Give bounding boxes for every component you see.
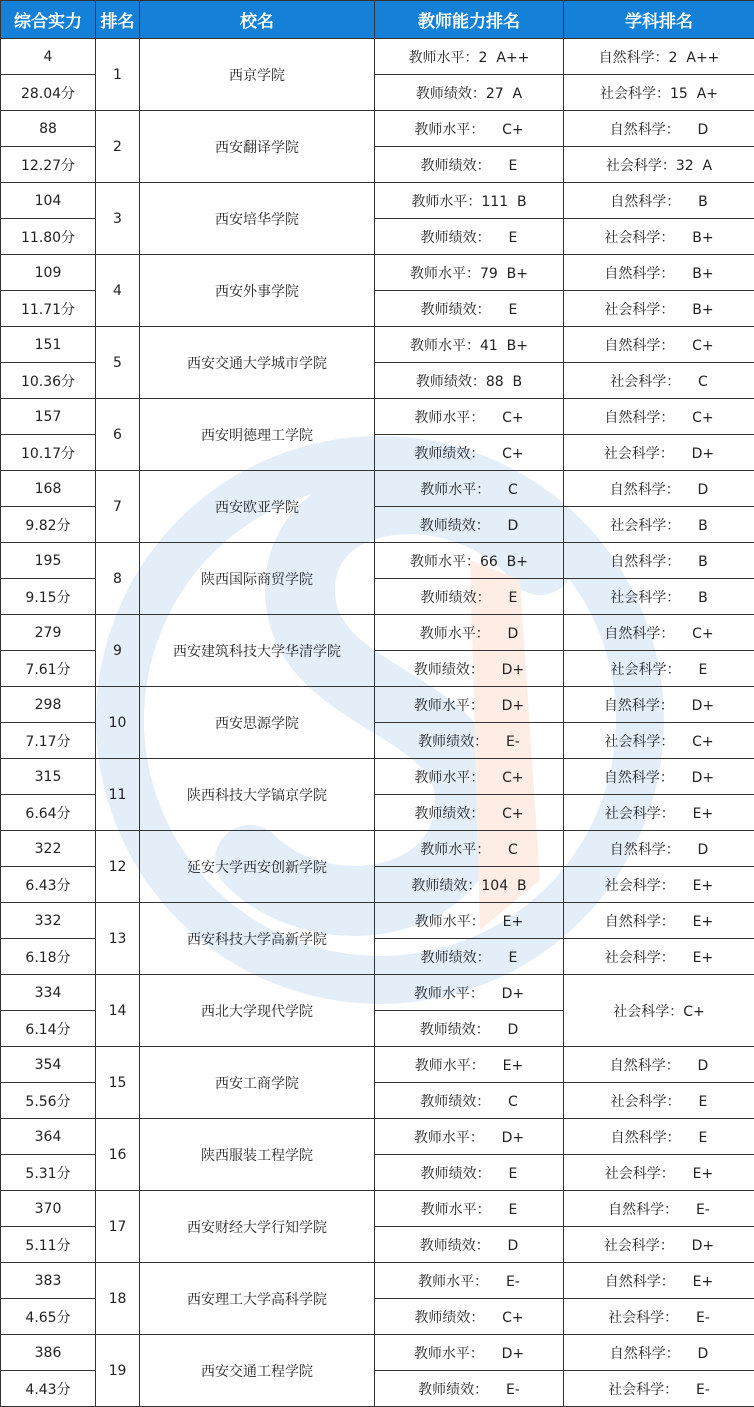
score-cell: 6.43分 — [1, 867, 96, 903]
overall-rank-cell: 168 — [1, 471, 96, 507]
rank-cell: 18 — [96, 1263, 140, 1335]
teacher-performance-cell: 教师绩效： D — [375, 1011, 564, 1047]
teacher-level-cell: 教师水平： E- — [375, 1263, 564, 1299]
score-cell: 6.18分 — [1, 939, 96, 975]
score-cell: 5.11分 — [1, 1227, 96, 1263]
rank-cell: 19 — [96, 1335, 140, 1407]
score-cell: 5.31分 — [1, 1155, 96, 1191]
overall-rank-cell: 322 — [1, 831, 96, 867]
teacher-level-cell: 教师水平： D+ — [375, 1119, 564, 1155]
overall-rank-cell: 157 — [1, 399, 96, 435]
subject-social-cell: 社会科学： C — [564, 363, 754, 399]
school-name-cell: 西北大学现代学院 — [140, 975, 375, 1047]
teacher-performance-cell: 教师绩效： E — [375, 939, 564, 975]
rank-cell: 16 — [96, 1119, 140, 1191]
subject-natural-cell: 自然科学： D+ — [564, 687, 754, 723]
table-row — [1, 1119, 754, 1155]
subject-natural-cell: 自然科学： E — [564, 1119, 754, 1155]
teacher-performance-cell: 教师绩效： E — [375, 219, 564, 255]
subject-social-cell: 社会科学： B — [564, 507, 754, 543]
teacher-level-cell: 教师水平： E+ — [375, 903, 564, 939]
subject-social-cell: 社会科学： D+ — [564, 1227, 754, 1263]
header-subject-ranking: 学科排名 — [564, 1, 754, 39]
teacher-level-cell: 教师水平： C+ — [375, 111, 564, 147]
overall-rank-cell: 370 — [1, 1191, 96, 1227]
subject-natural-cell: 自然科学：2 A++ — [564, 39, 754, 75]
school-name-cell: 西安外事学院 — [140, 255, 375, 327]
score-cell: 4.43分 — [1, 1371, 96, 1407]
subject-natural-cell: 自然科学： C+ — [564, 399, 754, 435]
rank-cell: 4 — [96, 255, 140, 327]
teacher-performance-cell: 教师绩效： E- — [375, 1371, 564, 1407]
teacher-level-cell: 教师水平： D+ — [375, 975, 564, 1011]
teacher-level-cell: 教师水平： C+ — [375, 399, 564, 435]
table-row — [1, 471, 754, 507]
subject-social-cell: 社会科学： E- — [564, 1299, 754, 1335]
overall-rank-cell: 195 — [1, 543, 96, 579]
subject-natural-cell: 自然科学： C+ — [564, 327, 754, 363]
overall-rank-cell: 334 — [1, 975, 96, 1011]
table-row — [1, 399, 754, 435]
subject-social-cell: 社会科学： E — [564, 1083, 754, 1119]
school-name-cell: 陕西服装工程学院 — [140, 1119, 375, 1191]
teacher-performance-cell: 教师绩效： C+ — [375, 795, 564, 831]
subject-natural-cell: 自然科学： E+ — [564, 903, 754, 939]
school-name-cell: 延安大学西安创新学院 — [140, 831, 375, 903]
overall-rank-cell: 88 — [1, 111, 96, 147]
teacher-level-cell: 教师水平： C+ — [375, 759, 564, 795]
rank-cell: 3 — [96, 183, 140, 255]
school-name-cell: 西安培华学院 — [140, 183, 375, 255]
overall-rank-cell: 315 — [1, 759, 96, 795]
teacher-performance-cell: 教师绩效： E — [375, 579, 564, 615]
subject-natural-cell: 自然科学： E+ — [564, 1263, 754, 1299]
subject-natural-cell: 自然科学： D — [564, 831, 754, 867]
teacher-performance-cell: 教师绩效： E — [375, 147, 564, 183]
teacher-level-cell: 教师水平：2 A++ — [375, 39, 564, 75]
teacher-performance-cell: 教师绩效： C+ — [375, 1299, 564, 1335]
rank-cell: 7 — [96, 471, 140, 543]
teacher-performance-cell: 教师绩效：88 B — [375, 363, 564, 399]
score-cell: 11.80分 — [1, 219, 96, 255]
subject-social-cell: 社会科学： B+ — [564, 219, 754, 255]
table-row — [1, 903, 754, 939]
subject-social-cell: 社会科学： B+ — [564, 291, 754, 327]
subject-social-cell: 社会科学：32 A — [564, 147, 754, 183]
teacher-level-cell: 教师水平： E+ — [375, 1047, 564, 1083]
overall-rank-cell: 383 — [1, 1263, 96, 1299]
subject-social-cell: 社会科学： E+ — [564, 795, 754, 831]
teacher-level-cell: 教师水平： E — [375, 1191, 564, 1227]
rank-cell: 11 — [96, 759, 140, 831]
rank-cell: 5 — [96, 327, 140, 399]
overall-rank-cell: 279 — [1, 615, 96, 651]
rank-cell: 1 — [96, 39, 140, 111]
subject-natural-cell: 自然科学： D — [564, 111, 754, 147]
score-cell: 28.04分 — [1, 75, 96, 111]
score-cell: 9.82分 — [1, 507, 96, 543]
table-row — [1, 687, 754, 723]
school-name-cell: 西安工商学院 — [140, 1047, 375, 1119]
subject-natural-cell: 自然科学： E- — [564, 1191, 754, 1227]
teacher-level-cell: 教师水平： D+ — [375, 1335, 564, 1371]
school-name-cell: 西京学院 — [140, 39, 375, 111]
subject-social-cell: 社会科学： E+ — [564, 939, 754, 975]
score-cell: 9.15分 — [1, 579, 96, 615]
score-cell: 4.65分 — [1, 1299, 96, 1335]
subject-natural-cell: 自然科学： B — [564, 543, 754, 579]
table-body — [1, 39, 754, 1407]
rank-cell: 8 — [96, 543, 140, 615]
table-row — [1, 1191, 754, 1227]
rank-cell: 14 — [96, 975, 140, 1047]
rank-cell: 2 — [96, 111, 140, 183]
teacher-level-cell: 教师水平：66 B+ — [375, 543, 564, 579]
teacher-performance-cell: 教师绩效： D — [375, 1227, 564, 1263]
table-row — [1, 1263, 754, 1299]
teacher-level-cell: 教师水平： C — [375, 471, 564, 507]
school-name-cell: 西安理工大学高科学院 — [140, 1263, 375, 1335]
teacher-level-cell: 教师水平： D — [375, 615, 564, 651]
teacher-performance-cell: 教师绩效： D+ — [375, 651, 564, 687]
teacher-performance-cell: 教师绩效：27 A — [375, 75, 564, 111]
subject-social-cell: 社会科学： E — [564, 651, 754, 687]
rank-cell: 6 — [96, 399, 140, 471]
school-name-cell: 西安欧亚学院 — [140, 471, 375, 543]
teacher-performance-cell: 教师绩效： E- — [375, 723, 564, 759]
teacher-performance-cell: 教师绩效： C+ — [375, 435, 564, 471]
school-name-cell: 西安思源学院 — [140, 687, 375, 759]
overall-rank-cell: 104 — [1, 183, 96, 219]
score-cell: 6.64分 — [1, 795, 96, 831]
subject-natural-cell: 自然科学： D — [564, 471, 754, 507]
overall-rank-cell: 4 — [1, 39, 96, 75]
overall-rank-cell: 386 — [1, 1335, 96, 1371]
overall-rank-cell: 151 — [1, 327, 96, 363]
score-cell: 10.36分 — [1, 363, 96, 399]
header-school-name: 校名 — [140, 1, 375, 39]
table-row — [1, 543, 754, 579]
table-row — [1, 183, 754, 219]
table-row — [1, 255, 754, 291]
table-row — [1, 111, 754, 147]
header-teacher-ranking: 教师能力排名 — [375, 1, 564, 39]
rank-cell: 9 — [96, 615, 140, 687]
subject-social-cell: 社会科学： E- — [564, 1371, 754, 1407]
teacher-level-cell: 教师水平：111 B — [375, 183, 564, 219]
teacher-level-cell: 教师水平：79 B+ — [375, 255, 564, 291]
overall-rank-cell: 332 — [1, 903, 96, 939]
school-name-cell: 陕西国际商贸学院 — [140, 543, 375, 615]
school-name-cell: 西安交通大学城市学院 — [140, 327, 375, 399]
teacher-performance-cell: 教师绩效： E — [375, 1155, 564, 1191]
table-row — [1, 759, 754, 795]
subject-social-cell: 社会科学： E+ — [564, 867, 754, 903]
rank-cell: 12 — [96, 831, 140, 903]
teacher-level-cell: 教师水平：41 B+ — [375, 327, 564, 363]
table-row — [1, 39, 754, 75]
subject-natural-cell: 自然科学： D+ — [564, 759, 754, 795]
overall-rank-cell: 109 — [1, 255, 96, 291]
subject-social-cell: 社会科学： B — [564, 579, 754, 615]
teacher-performance-cell: 教师绩效： E — [375, 291, 564, 327]
score-cell: 12.27分 — [1, 147, 96, 183]
subject-natural-cell: 自然科学： C+ — [564, 615, 754, 651]
header-overall-strength: 综合实力 — [1, 1, 96, 39]
table-row — [1, 1047, 754, 1083]
score-cell: 10.17分 — [1, 435, 96, 471]
subject-social-cell: 社会科学：15 A+ — [564, 75, 754, 111]
header-row — [1, 1, 754, 39]
school-name-cell: 西安翻译学院 — [140, 111, 375, 183]
school-name-cell: 西安明德理工学院 — [140, 399, 375, 471]
rank-cell: 10 — [96, 687, 140, 759]
score-cell: 7.17分 — [1, 723, 96, 759]
table-row — [1, 1335, 754, 1371]
subject-natural-cell: 自然科学： D — [564, 1047, 754, 1083]
school-name-cell: 西安交通工程学院 — [140, 1335, 375, 1407]
school-name-cell: 西安财经大学行知学院 — [140, 1191, 375, 1263]
school-name-cell: 西安科技大学高新学院 — [140, 903, 375, 975]
score-cell: 7.61分 — [1, 651, 96, 687]
school-name-cell: 陕西科技大学镐京学院 — [140, 759, 375, 831]
subject-social-cell: 社会科学： C+ — [564, 723, 754, 759]
table-row — [1, 615, 754, 651]
overall-rank-cell: 354 — [1, 1047, 96, 1083]
rank-cell: 15 — [96, 1047, 140, 1119]
subject-social-cell: 社会科学： D+ — [564, 435, 754, 471]
table-row — [1, 831, 754, 867]
subject-natural-cell: 自然科学： D — [564, 1335, 754, 1371]
subject-social-cell: 社会科学： E+ — [564, 1155, 754, 1191]
teacher-level-cell: 教师水平： C — [375, 831, 564, 867]
school-name-cell: 西安建筑科技大学华清学院 — [140, 615, 375, 687]
rank-cell: 17 — [96, 1191, 140, 1263]
subject-natural-cell: 自然科学： B+ — [564, 255, 754, 291]
teacher-performance-cell: 教师绩效： C — [375, 1083, 564, 1119]
rank-cell: 13 — [96, 903, 140, 975]
teacher-performance-cell: 教师绩效： D — [375, 507, 564, 543]
teacher-performance-cell: 教师绩效：104 B — [375, 867, 564, 903]
score-cell: 11.71分 — [1, 291, 96, 327]
score-cell: 6.14分 — [1, 1011, 96, 1047]
header-rank: 排名 — [96, 1, 140, 39]
subject-merged-cell: 社会科学：C+ — [564, 975, 754, 1047]
score-cell: 5.56分 — [1, 1083, 96, 1119]
table-row — [1, 327, 754, 363]
teacher-level-cell: 教师水平： D+ — [375, 687, 564, 723]
overall-rank-cell: 364 — [1, 1119, 96, 1155]
overall-rank-cell: 298 — [1, 687, 96, 723]
table-row — [1, 975, 754, 1011]
subject-natural-cell: 自然科学： B — [564, 183, 754, 219]
